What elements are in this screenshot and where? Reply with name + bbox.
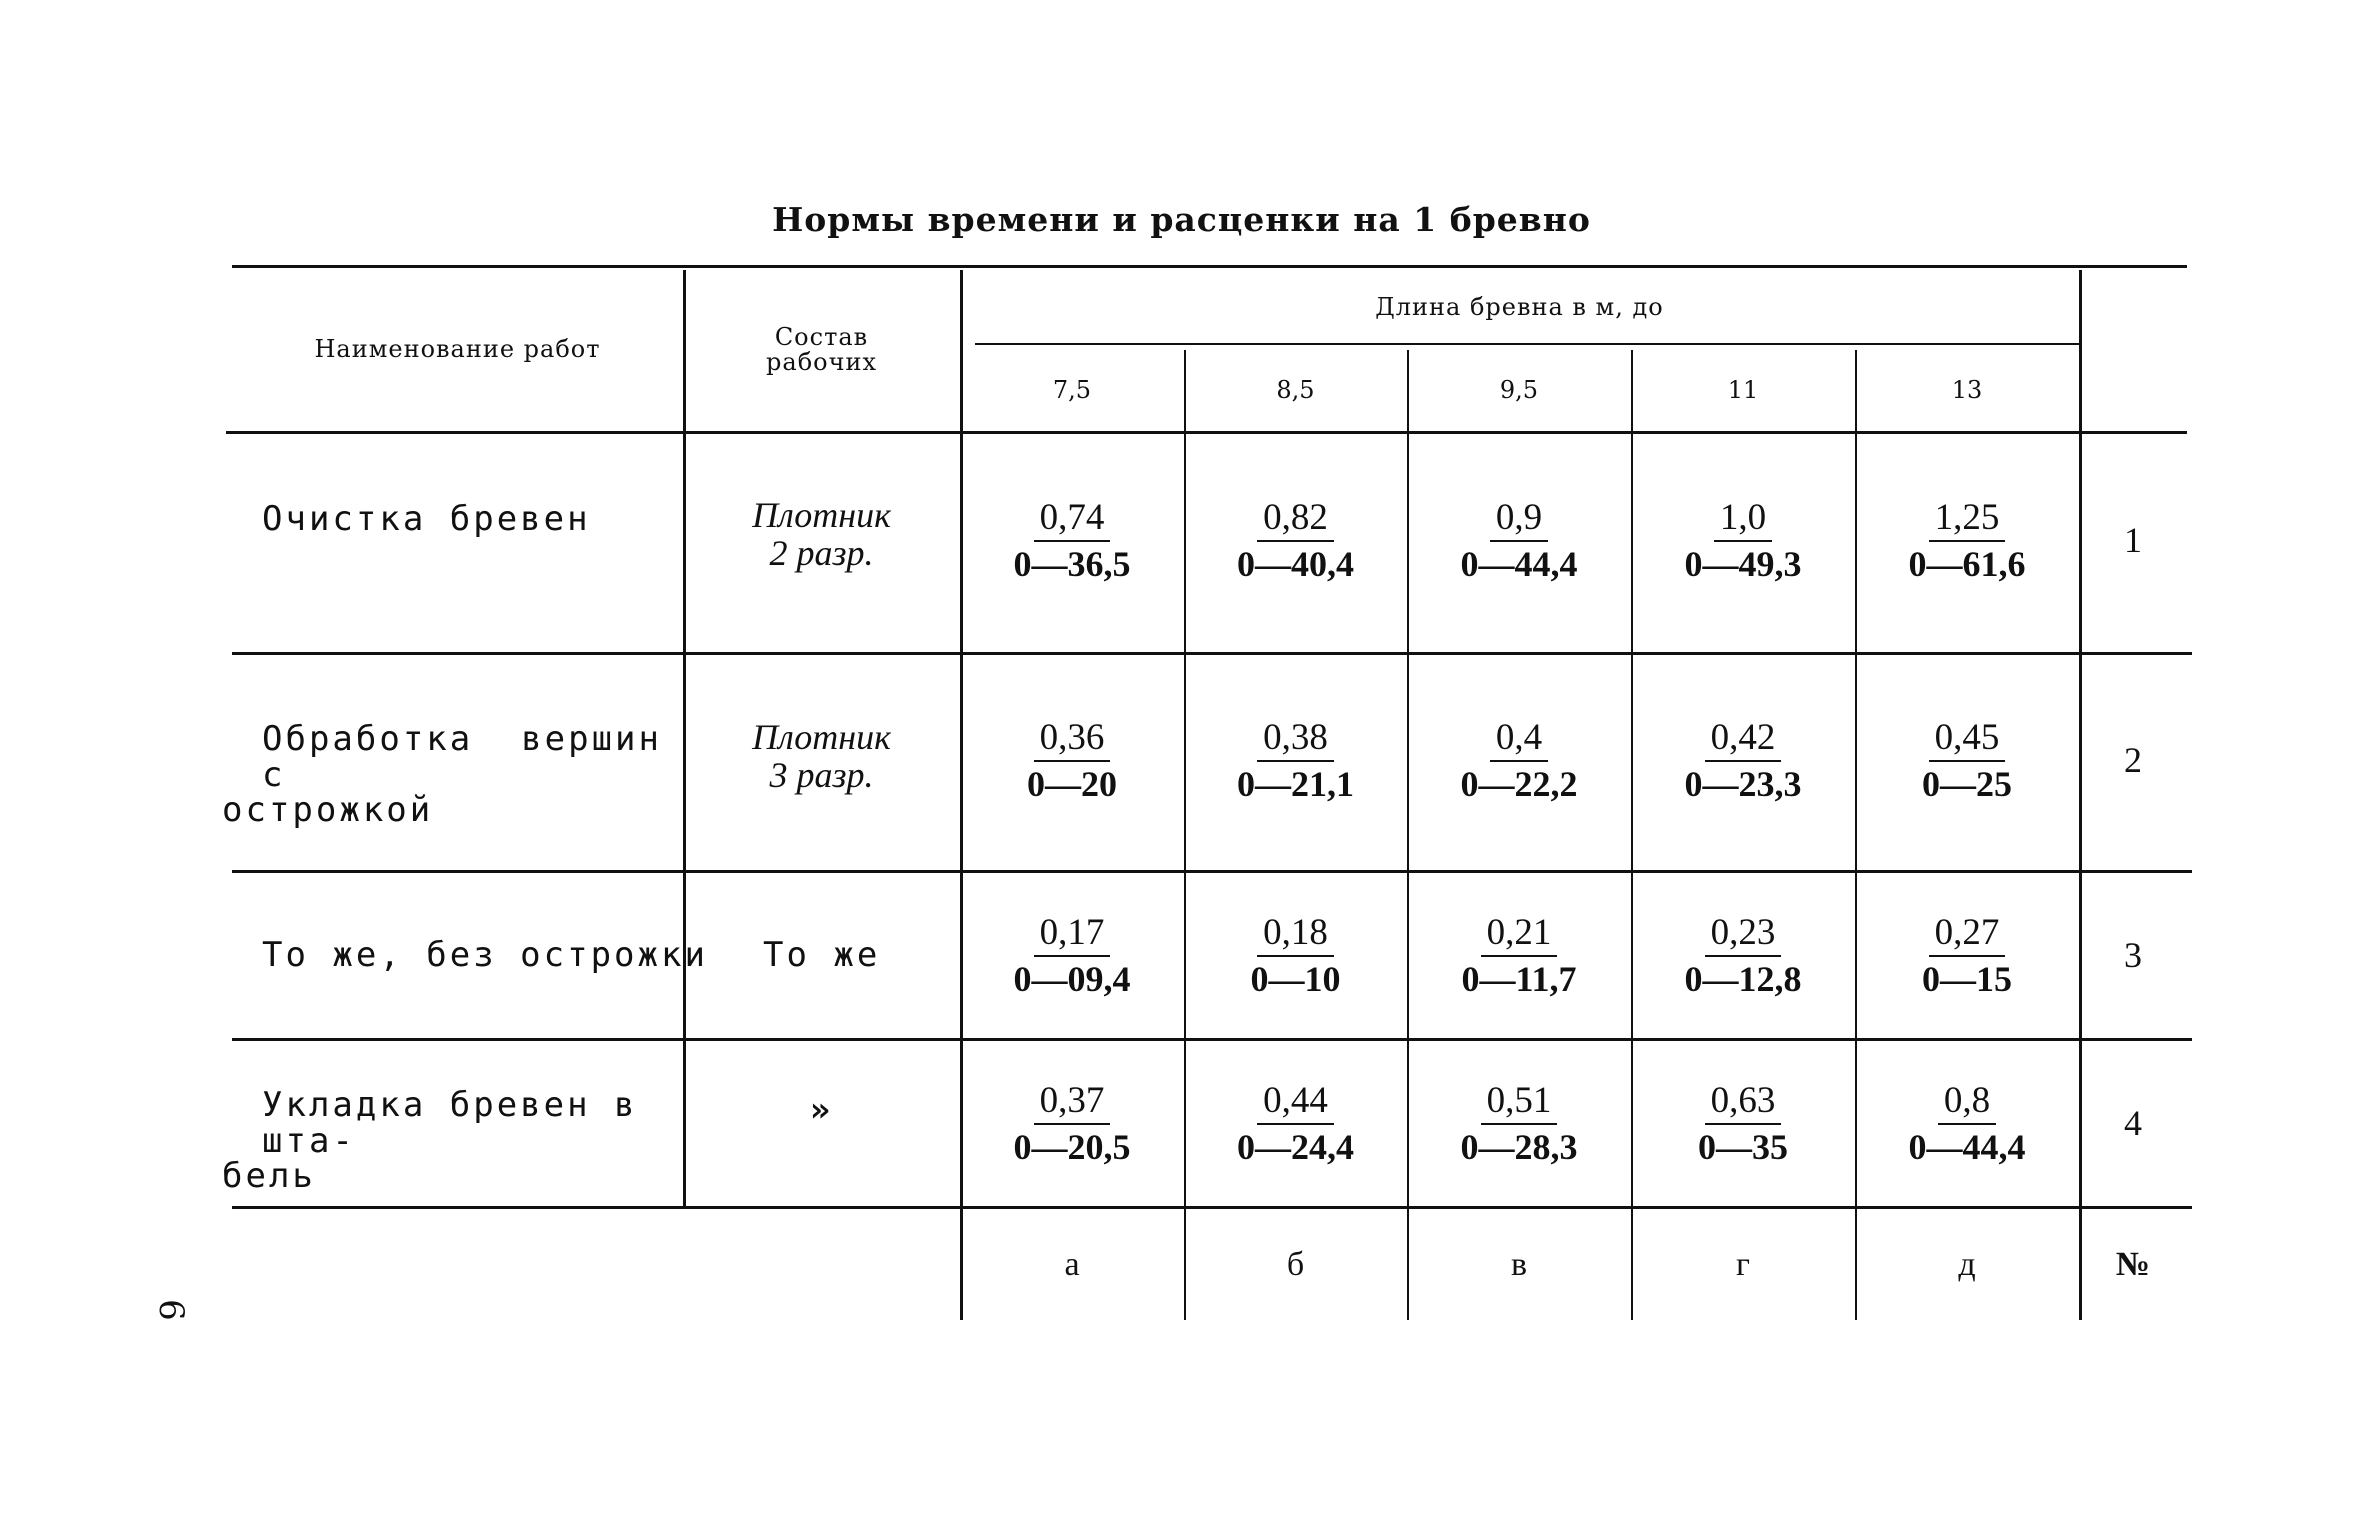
- row4-cell-v: [1407, 1073, 1631, 1173]
- row1-rate-a: 0—36,5: [1013, 543, 1131, 584]
- row2-bottom-rule: [232, 870, 2192, 873]
- row2-rate-b: 0—21,1: [1237, 763, 1354, 804]
- header-length-label: Длина бревна в м, до: [1375, 293, 1664, 322]
- row1-norm-a: 0,74: [1034, 499, 1111, 542]
- row4-rate-g: 0—35: [1698, 1126, 1788, 1167]
- row4-norm-g: 0,63: [1705, 1082, 1782, 1125]
- row3-rate-v: 0—11,7: [1461, 958, 1577, 999]
- row3-worker: То же: [763, 935, 881, 975]
- table-title: Нормы времени и расценки на 1 бревно: [772, 200, 1591, 239]
- header-length-a: 7,5: [1052, 376, 1092, 404]
- row1-number: 1: [2124, 520, 2142, 560]
- row4-norm-d: 0,8: [1938, 1082, 1996, 1125]
- footer-letter-d: д: [1958, 1246, 1976, 1283]
- row1-rate-d: 0—61,6: [1908, 543, 2026, 584]
- footer-letter-v: в: [1510, 1246, 1528, 1283]
- row3-norm-g: 0,23: [1705, 914, 1782, 957]
- row4-cell-g: [1631, 1073, 1855, 1173]
- row2-cell-b: [1184, 710, 1407, 810]
- row1-cell-v: [1407, 490, 1631, 590]
- row1-worker: [683, 490, 960, 580]
- row1-cell-a: [960, 490, 1184, 590]
- row2-norm-b: 0,38: [1257, 719, 1334, 762]
- row2-cell-a: [960, 710, 1184, 810]
- row3-rate-d: 0—15: [1922, 958, 2012, 999]
- row4-norm-b: 0,44: [1257, 1082, 1334, 1125]
- row3-cell-a: [960, 905, 1184, 1005]
- row2-work-name: Обработка вершин с острожкой: [222, 719, 662, 831]
- row4-cell-a: [960, 1073, 1184, 1173]
- header-length-g: 11: [1727, 376, 1759, 404]
- row1-norm-b: 0,82: [1257, 499, 1334, 542]
- row3-work-name: То же, без острожки: [262, 935, 708, 975]
- header-worker: [683, 300, 960, 400]
- row4-norm-v: 0,51: [1481, 1082, 1558, 1125]
- header-length-b: 8,5: [1276, 376, 1315, 404]
- row1-norm-d: 1,25: [1929, 499, 2006, 542]
- page-number: 6: [150, 1299, 191, 1321]
- row2-worker: [683, 712, 960, 802]
- header-length-v: 9,5: [1499, 376, 1539, 404]
- row1-worker-line1: Плотник: [752, 495, 891, 536]
- row1-rate-g: 0—49,3: [1684, 543, 1802, 584]
- row4-worker: »: [809, 1090, 834, 1130]
- row4-bottom-rule: [232, 1206, 2192, 1209]
- row3-norm-a: 0,17: [1034, 914, 1111, 957]
- header-bottom-rule: [226, 431, 2187, 434]
- row1-worker-line2: 2 разр.: [769, 533, 874, 573]
- row1-norm-g: 1,0: [1714, 499, 1772, 542]
- row2-rate-g: 0—23,3: [1684, 763, 1802, 804]
- header-length-d: 13: [1951, 376, 1983, 404]
- row2-worker-line2: 3 разр.: [769, 755, 874, 795]
- row2-cell-d: [1855, 710, 2079, 810]
- row4-rate-d: 0—44,4: [1908, 1126, 2026, 1167]
- length-header-rule: [975, 343, 2080, 345]
- row2-rate-v: 0—22,2: [1460, 763, 1578, 804]
- row4-norm-a: 0,37: [1034, 1082, 1111, 1125]
- row3-cell-d: [1855, 905, 2079, 1005]
- footer-letter-g: г: [1736, 1246, 1750, 1283]
- row2-number: 2: [2124, 740, 2142, 780]
- row2-cell-g: [1631, 710, 1855, 810]
- row3-bottom-rule: [232, 1038, 2192, 1041]
- row1-bottom-rule: [232, 652, 2192, 655]
- row3-cell-g: [1631, 905, 1855, 1005]
- row2-norm-a: 0,36: [1034, 719, 1111, 762]
- row3-number: 3: [2124, 935, 2142, 975]
- row3-cell-v: [1407, 905, 1631, 1005]
- row4-cell-b: [1184, 1073, 1407, 1173]
- row1-cell-b: [1184, 490, 1407, 590]
- row4-rate-b: 0—24,4: [1237, 1126, 1354, 1167]
- row1-norm-v: 0,9: [1490, 499, 1548, 542]
- row1-rate-v: 0—44,4: [1460, 543, 1578, 584]
- footer-letter-b: б: [1286, 1246, 1305, 1283]
- footer-number-label: №: [2115, 1246, 2151, 1283]
- row4-cell-d: [1855, 1073, 2079, 1173]
- row3-rate-b: 0—10: [1250, 958, 1341, 999]
- row4-number: 4: [2124, 1103, 2142, 1143]
- row2-worker-line1: Плотник: [752, 717, 891, 758]
- row1-work-name: Очистка бревен: [262, 499, 591, 539]
- row3-norm-b: 0,18: [1257, 914, 1334, 957]
- row4-rate-a: 0—20,5: [1013, 1126, 1131, 1167]
- row1-cell-d: [1855, 490, 2079, 590]
- row3-norm-v: 0,21: [1481, 914, 1558, 957]
- row2-norm-g: 0,42: [1705, 719, 1782, 762]
- row3-rate-a: 0—09,4: [1013, 958, 1131, 999]
- row2-rate-d: 0—25: [1922, 763, 2012, 804]
- header-work-name: Наименование работ: [314, 335, 601, 364]
- row2-norm-v: 0,4: [1490, 719, 1548, 762]
- row1-rate-b: 0—40,4: [1237, 543, 1354, 584]
- row2-norm-d: 0,45: [1929, 719, 2006, 762]
- row1-cell-g: [1631, 490, 1855, 590]
- row3-rate-g: 0—12,8: [1684, 958, 1802, 999]
- row3-norm-d: 0,27: [1929, 914, 2006, 957]
- table-top-rule: [232, 265, 2187, 268]
- header-worker-line1: Состав: [774, 322, 869, 351]
- row4-work-name: Укладка бревен в шта- бель: [222, 1085, 638, 1197]
- row2-rate-a: 0—20: [1027, 763, 1117, 804]
- header-worker-line2: рабочих: [766, 348, 877, 376]
- row4-rate-v: 0—28,3: [1460, 1126, 1578, 1167]
- row2-cell-v: [1407, 710, 1631, 810]
- footer-letter-a: а: [1064, 1246, 1080, 1283]
- row3-cell-b: [1184, 905, 1407, 1005]
